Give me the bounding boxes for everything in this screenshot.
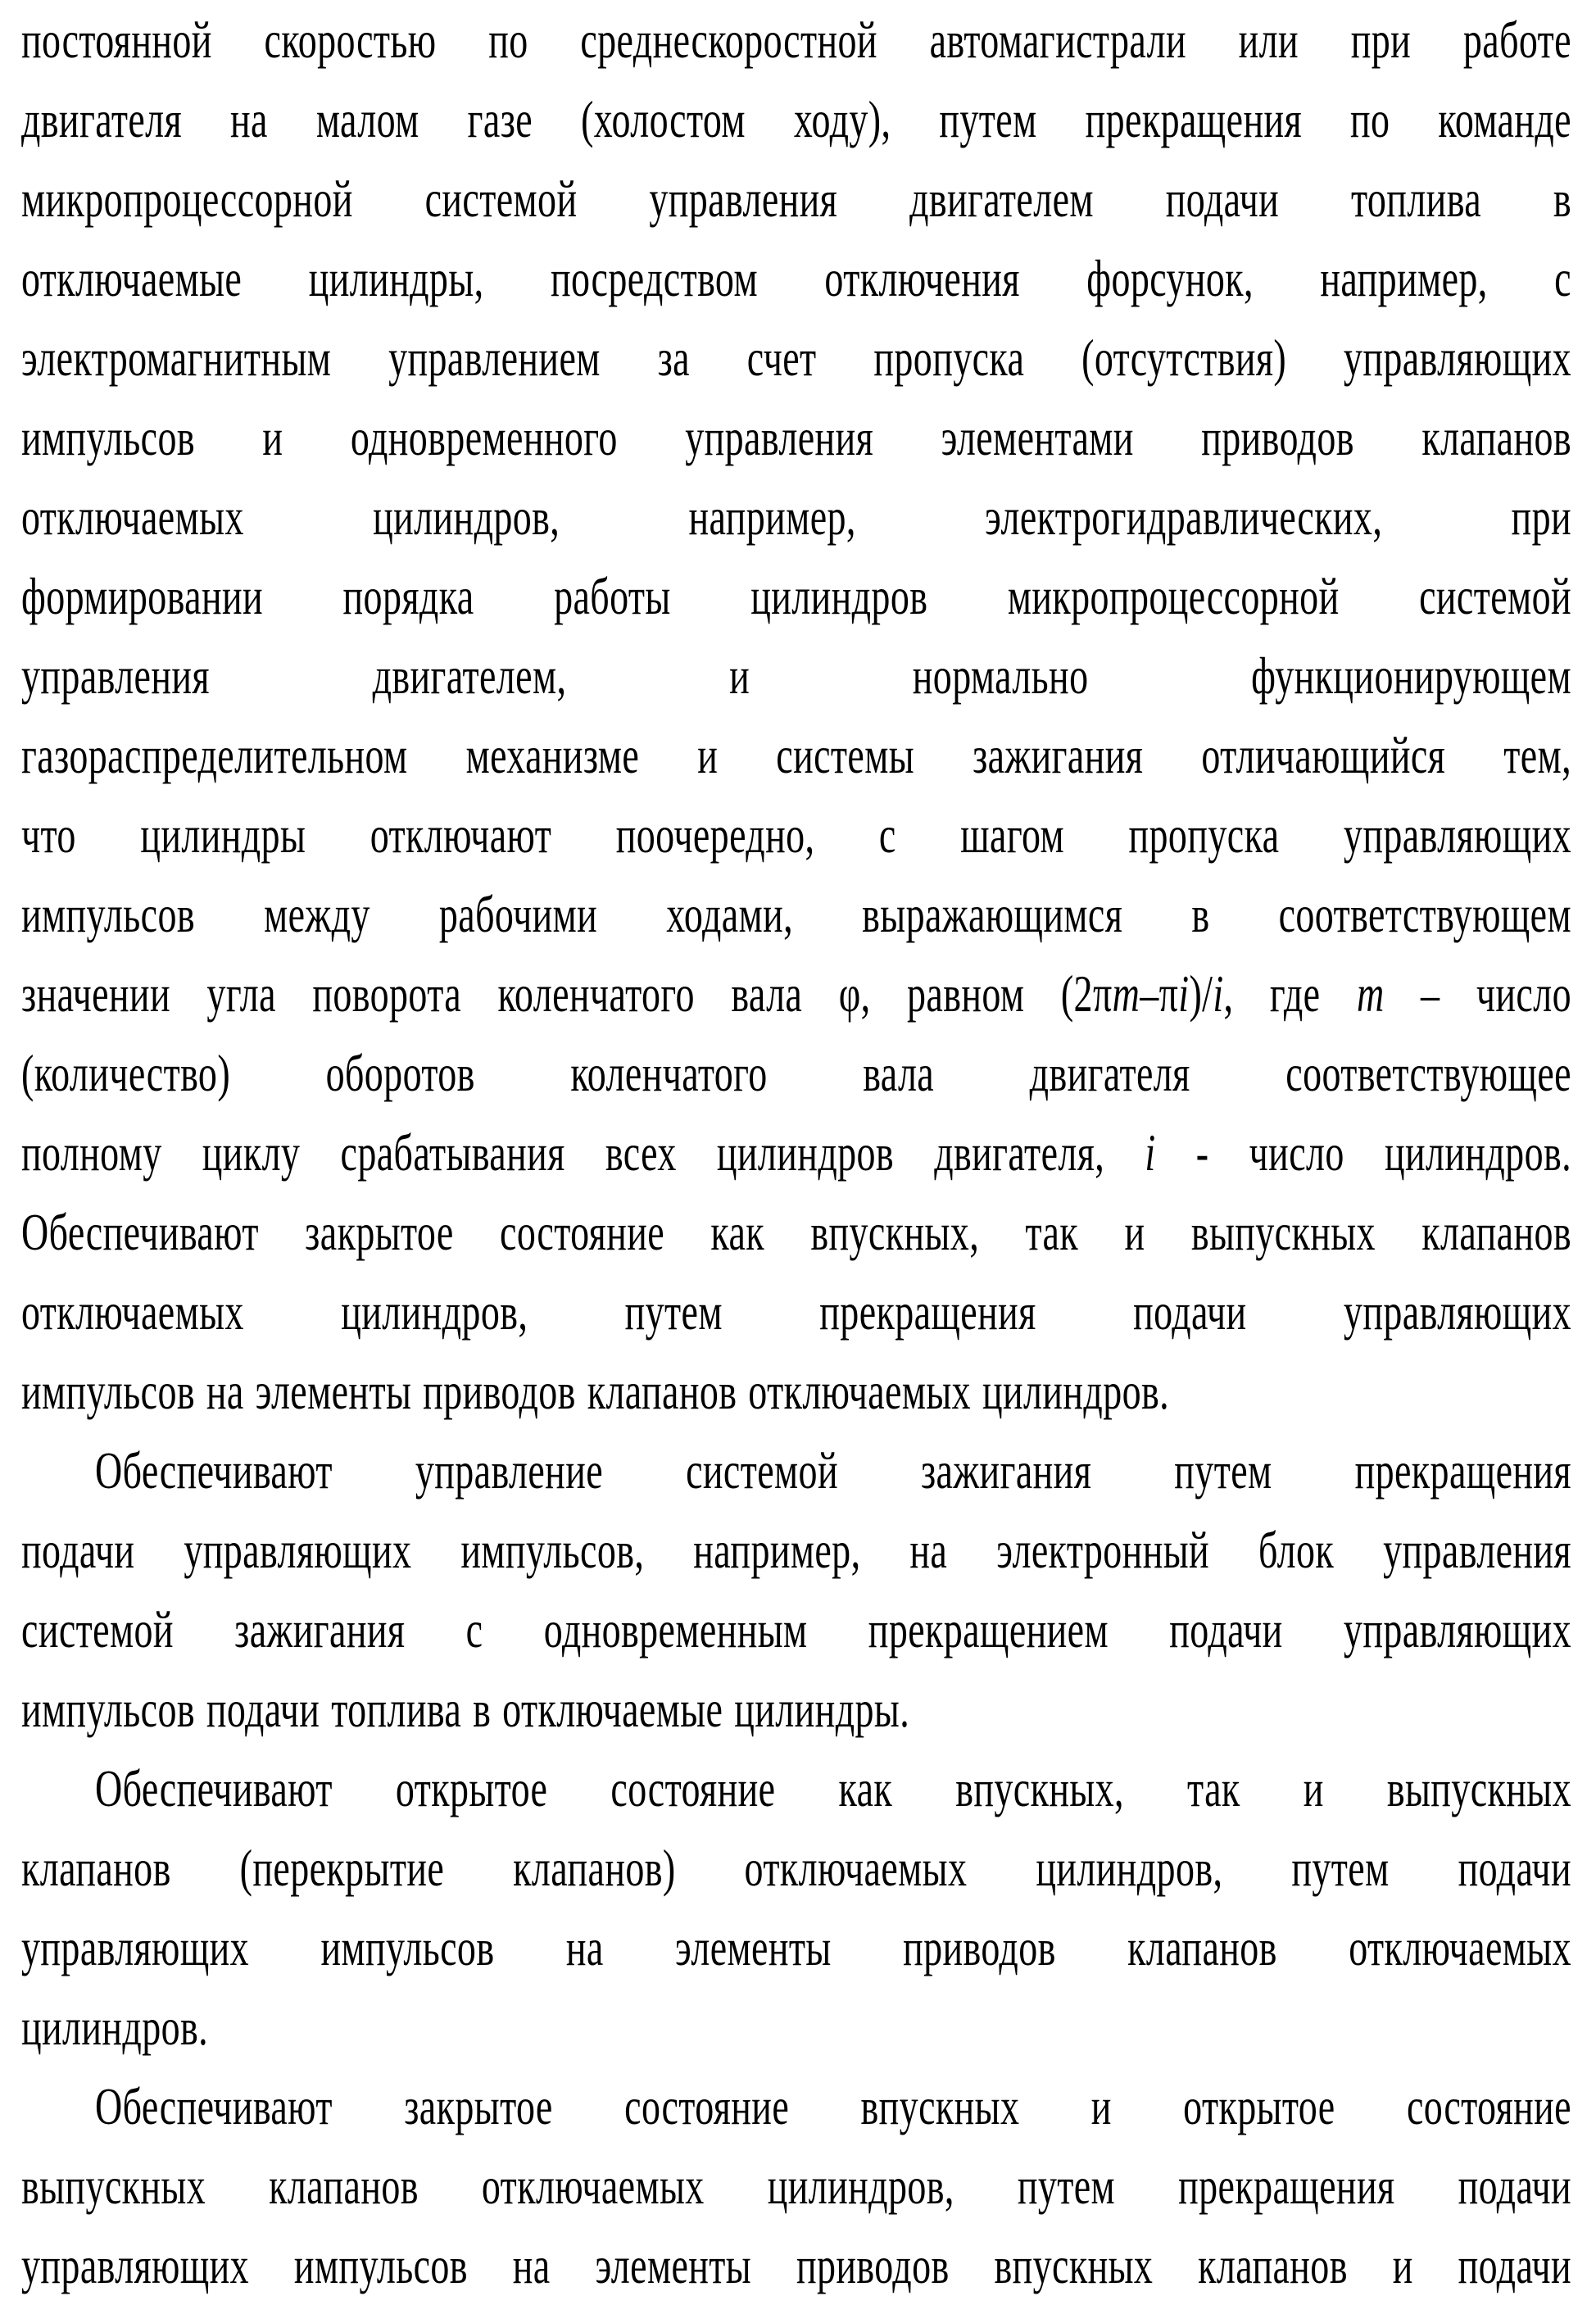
text-line: постоянной скоростью по среднескоростной автомагистрали или при работе [21,11,1571,69]
text-line: импульсов и одновременного управления элементами приводов клапанов [21,408,1571,466]
text-line: импульсов между рабочими ходами, выражающимся в соответствующем [21,885,1571,943]
text-line: электромагнитным управлением за счет пропуска (отсутствия) управляющих [21,329,1571,387]
text-line: цилиндров. [21,1998,209,2056]
text-line: что цилиндры отключают поочередно, с шагом пропуска управляющих [21,805,1571,864]
text-line: клапанов (перекрытие клапанов) отключаемых цилиндров, путем подачи [21,1839,1571,1897]
text-line: двигателя на малом газе (холостом ходу), путем прекращения по команде [21,90,1571,148]
text-line: отключаемых цилиндров, например, электрогидравлических, при [21,488,1571,546]
text-line-formula: значении угла поворота коленчатого вала φ, равном (2πm–πi)/i, где m – число [21,964,1571,1023]
text-line: отключаемые цилиндры, посредством отключения форсунок, например, с [21,249,1571,307]
text-line: выпускных клапанов отключаемых цилиндров, путем прекращения подачи [21,2157,1571,2215]
text-line: газораспределительном механизме и системы зажигания отличающийся тем, [21,726,1571,784]
text-line-paragraph-start: Обеспечивают открытое состояние как впускных, так и выпускных [95,1759,1571,1817]
text-line: системой зажигания с одновременным прекращением подачи управляющих [21,1600,1571,1658]
text-line: подачи управляющих импульсов, например, на электронный блок управления [21,1521,1571,1579]
text-line: формировании порядка работы цилиндров микропроцессорной системой [21,567,1571,625]
text-line: микропроцессорной системой управления двигателем подачи топлива в [21,170,1571,228]
text-line: управляющих импульсов на элементы приводов клапанов отключаемых [21,1918,1571,1976]
text-line: импульсов на элементы приводов клапанов отключаемых цилиндров. [21,1362,1170,1420]
text-line: управления двигателем, и нормально функционирующем [21,647,1571,705]
text-line: отключаемых цилиндров, путем прекращения подачи управляющих [21,1282,1571,1341]
text-line: (количество) оборотов коленчатого вала двигателя соответствующее [21,1044,1571,1102]
text-line: полному циклу срабатывания всех цилиндров двигателя, i - число цилиндров. [21,1123,1571,1182]
text-line: управляющих импульсов на элементы приводов впускных клапанов и подачи [21,2236,1571,2294]
text-line-paragraph-start: Обеспечивают закрытое состояние впускных и открытое состояние [95,2077,1571,2135]
text-line-paragraph-start: Обеспечивают управление системой зажигания путем прекращения [95,1441,1571,1500]
text-line: Обеспечивают закрытое состояние как впускных, так и выпускных клапанов [21,1203,1571,1261]
text-line: импульсов подачи топлива в отключаемые цилиндры. [21,1680,910,1738]
